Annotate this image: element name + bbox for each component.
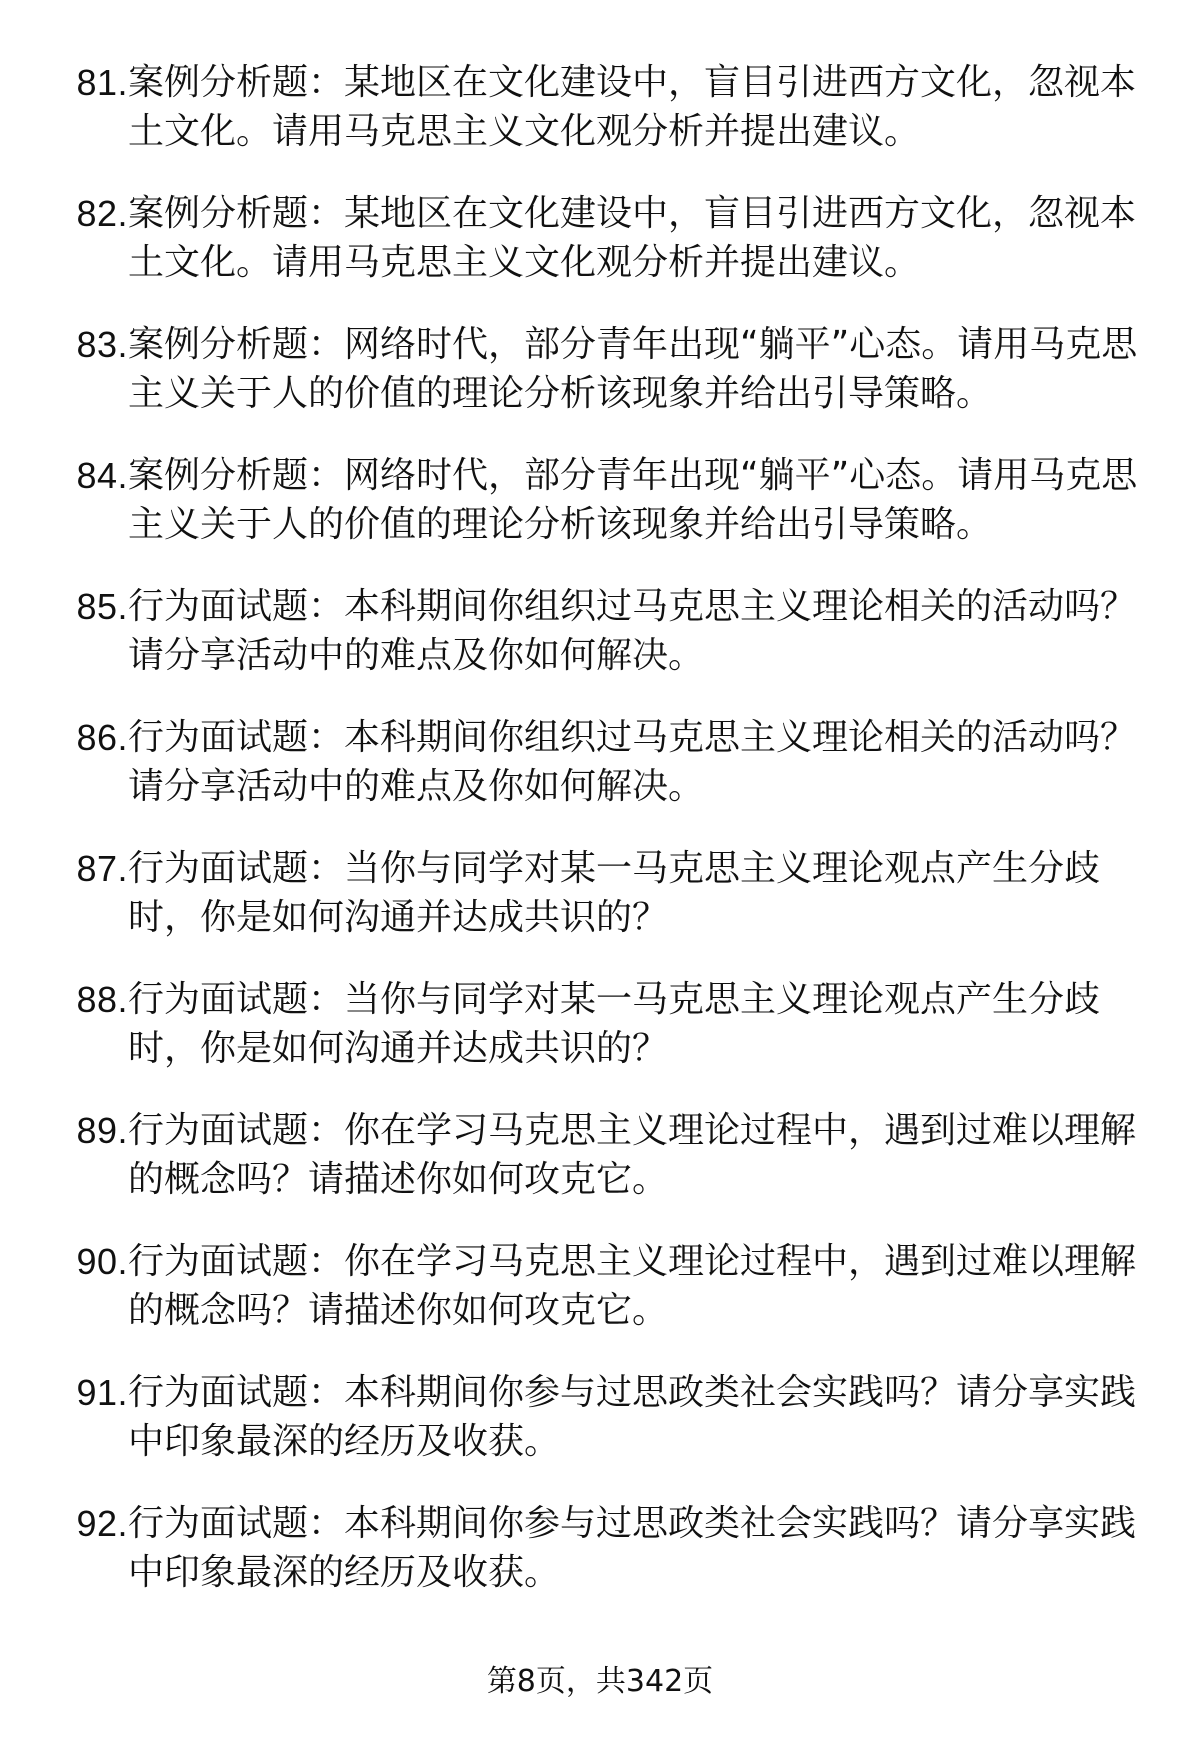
question-text: 行为面试题：本科期间你组织过马克思主义理论相关的活动吗？请分享活动中的难点及你如何解决。 (128, 586, 1137, 676)
question-number: 83. (76, 324, 128, 365)
question-text: 行为面试题：本科期间你参与过思政类社会实践吗？请分享实践中印象最深的经历及收获。 (128, 1372, 1137, 1462)
question-item (0, 1237, 1200, 1335)
question-text: 行为面试题：本科期间你参与过思政类社会实践吗？请分享实践中印象最深的经历及收获。 (128, 1503, 1137, 1593)
question-number: 85. (76, 586, 128, 627)
question-item (0, 1368, 1200, 1466)
question-text: 行为面试题：你在学习马克思主义理论过程中，遇到过难以理解的概念吗？请描述你如何攻克它。 (128, 1110, 1137, 1200)
question-number: 81. (76, 62, 128, 103)
question-number: 87. (76, 848, 128, 889)
question-item (0, 320, 1200, 418)
question-item (0, 1106, 1200, 1204)
question-text: 案例分析题：网络时代，部分青年出现“躺平”心态。请用马克思主义关于人的价值的理论分析该现象并给出引导策略。 (128, 324, 1138, 414)
question-number: 84. (76, 455, 128, 496)
question-text: 行为面试题：你在学习马克思主义理论过程中，遇到过难以理解的概念吗？请描述你如何攻克它。 (128, 1241, 1137, 1331)
question-text: 行为面试题：当你与同学对某一马克思主义理论观点产生分歧时，你是如何沟通并达成共识的？ (128, 848, 1101, 938)
question-item (0, 844, 1200, 942)
question-number: 82. (76, 193, 128, 234)
question-item (0, 713, 1200, 811)
page-footer (0, 1662, 1200, 1702)
question-item (0, 451, 1200, 549)
question-item (0, 189, 1200, 287)
question-number: 88. (76, 979, 128, 1020)
question-text: 案例分析题：某地区在文化建设中，盲目引进西方文化，忽视本土文化。请用马克思主义文化观分析并提出建议。 (128, 62, 1137, 152)
question-text: 行为面试题：当你与同学对某一马克思主义理论观点产生分歧时，你是如何沟通并达成共识的？ (128, 979, 1101, 1069)
question-text: 案例分析题：某地区在文化建设中，盲目引进西方文化，忽视本土文化。请用马克思主义文化观分析并提出建议。 (128, 193, 1137, 283)
question-text: 行为面试题：本科期间你组织过马克思主义理论相关的活动吗？请分享活动中的难点及你如何解决。 (128, 717, 1137, 807)
question-list (0, 58, 1200, 1630)
question-number: 86. (76, 717, 128, 758)
question-item (0, 975, 1200, 1073)
question-number: 92. (76, 1503, 128, 1544)
question-number: 90. (76, 1241, 128, 1282)
question-item (0, 582, 1200, 680)
question-number: 91. (76, 1372, 128, 1413)
page-number-label: 第8页，共342页 (486, 1664, 714, 1699)
question-number: 89. (76, 1110, 128, 1151)
question-item (0, 58, 1200, 156)
question-item (0, 1499, 1200, 1597)
question-text: 案例分析题：网络时代，部分青年出现“躺平”心态。请用马克思主义关于人的价值的理论分析该现象并给出引导策略。 (128, 455, 1138, 545)
